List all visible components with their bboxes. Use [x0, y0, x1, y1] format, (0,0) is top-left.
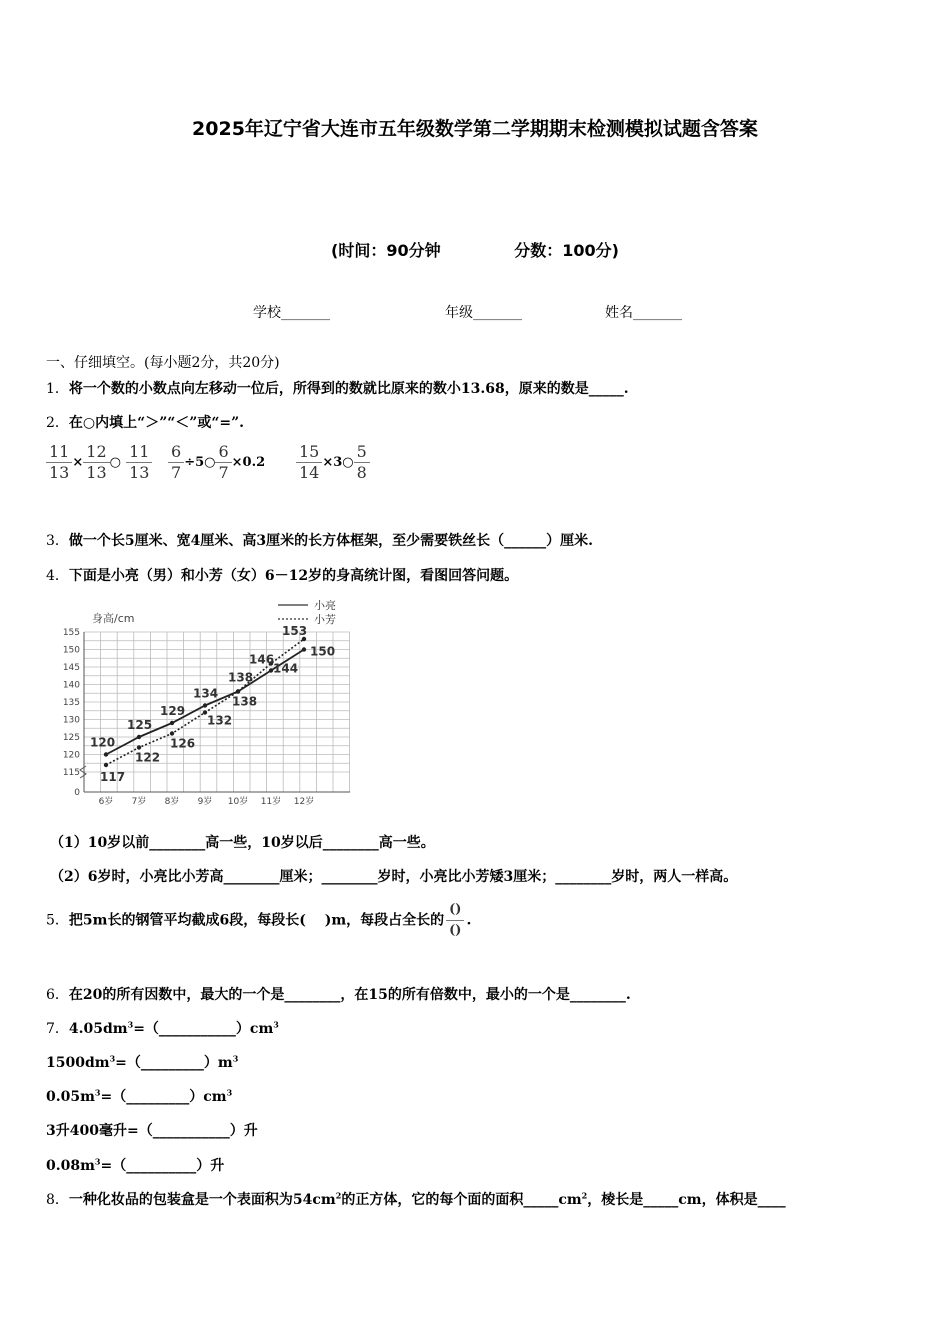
- data-label: 138: [228, 670, 254, 685]
- data-label: 117: [100, 770, 126, 784]
- height-line-chart: [52, 594, 362, 810]
- school-field[interactable]: 学校_______: [253, 305, 330, 321]
- name-field[interactable]: 姓名_______: [605, 305, 682, 321]
- y-tick-label: 115: [62, 768, 80, 778]
- data-label: 122: [135, 750, 161, 765]
- question-7-line-4: 3升400毫升=（___________）升: [46, 1123, 258, 1139]
- data-label: 134: [193, 686, 219, 701]
- data-point: [236, 689, 240, 693]
- y-tick-label: 125: [62, 733, 80, 743]
- x-tick-label: 7岁: [131, 797, 147, 807]
- question-4-sub-2: （2）6岁时，小亮比小芳高________厘米；________岁时，小亮比小芳矮3厘米；________岁时，两人一样高。: [50, 869, 738, 885]
- y-tick-label: 120: [62, 750, 80, 761]
- data-label: 146: [249, 652, 275, 667]
- question-7-line-5: $0.08m^3=(\_\_\_\_\_\_\_\_\_\_)$升: [46, 1156, 225, 1174]
- data-label: 150: [310, 644, 336, 659]
- y-tick-label: 155: [62, 628, 80, 638]
- data-label: 129: [160, 704, 186, 718]
- question-7-line-2: $1500dm^3=(\_\_\_\_\_\_\_\_\_)m^3$: [46, 1053, 239, 1071]
- question-7-line-1: 7．$4.05dm^3=(\_\_\_\_\_\_\_\_\_\_\_)cm^3$: [46, 1019, 279, 1037]
- y-tick-label: 145: [62, 663, 80, 673]
- data-point: [170, 721, 174, 725]
- legend-label-xiaoliang: 小亮: [314, 599, 336, 612]
- page-title: 2025年辽宁省大连市五年级数学第二学期期末检测模拟试题含答案: [192, 118, 758, 140]
- x-tick-label: 6岁: [98, 797, 114, 807]
- exam-score: 分数：100分): [514, 241, 619, 260]
- data-label: 120: [90, 735, 116, 750]
- question-8: 8．一种化妆品的包装盒是一个表面积为$54cm^2$的正方体，它的每个面的面积$\_\_\_\_\_cm^2$，棱长是_____cm，体积是____: [46, 1190, 786, 1208]
- exam-time: (时间：90分钟: [331, 241, 441, 260]
- question-2-expr-3: $\frac{15}{14}$ ×3○ $\frac{5}{8}$: [296, 442, 370, 483]
- data-point: [104, 752, 108, 756]
- data-label: 125: [127, 718, 153, 732]
- question-7-line-3: $0.05m^3=(\_\_\_\_\_\_\_\_\_)cm^3$: [46, 1087, 233, 1105]
- y-tick-label: 0: [74, 788, 80, 798]
- grade-field[interactable]: 年级_______: [445, 305, 522, 321]
- data-label: 153: [282, 624, 308, 638]
- data-point: [302, 647, 306, 651]
- y-tick-label: 140: [62, 680, 80, 691]
- question-2-expr-1: $\frac{11}{13}$ × $\frac{12}{13}$ ○ $\frac{11}{13}$: [46, 442, 152, 483]
- data-point: [203, 703, 207, 707]
- data-point: [137, 745, 141, 749]
- question-3: 3．做一个长5厘米、宽4厘米、高3厘米的长方体框架，至少需要铁丝长（______）厘米.: [46, 533, 594, 549]
- x-tick-label: 12岁: [293, 797, 315, 807]
- y-tick-label: 150: [62, 645, 80, 656]
- x-tick-label: 8岁: [164, 797, 180, 807]
- data-label: 144: [273, 661, 299, 676]
- data-label: 132: [207, 713, 233, 728]
- y-tick-label: 135: [62, 698, 80, 708]
- data-point: [137, 735, 141, 739]
- question-2: 2．在○内填上“＞”“＜”或“=”.: [46, 415, 245, 431]
- question-2-expr-2: $\frac{6}{7}$ ÷5○ $\frac{6}{7}$ ×0.2: [168, 442, 265, 483]
- legend-label-xiaofang: 小芳: [314, 613, 336, 626]
- exam-meta: [0, 238, 950, 261]
- x-tick-label: 11岁: [260, 797, 282, 807]
- x-tick-label: 10岁: [227, 797, 249, 807]
- question-1: 1．将一个数的小数点向左移动一位后，所得到的数就比原来的数小13.68，原来的数是_____.: [46, 381, 629, 397]
- x-tick-label: 9岁: [197, 797, 213, 807]
- question-4: 4．下面是小亮（男）和小芳（女）6－12岁的身高统计图，看图回答问题。: [46, 568, 519, 584]
- y-axis-label: 身高/cm: [92, 612, 135, 625]
- y-tick-label: 130: [62, 715, 80, 726]
- question-6: 6．在20的所有因数中，最大的一个是________，在15的所有倍数中，最小的一个是________.: [46, 987, 631, 1003]
- section-heading: 一、仔细填空。(每小题2分，共20分): [46, 355, 280, 371]
- data-label: 138: [232, 694, 258, 709]
- data-point: [170, 731, 174, 735]
- data-point: [104, 763, 108, 767]
- data-label: 126: [170, 736, 196, 751]
- question-4-sub-1: （1）10岁以前________高一些，10岁以后________高一些。: [50, 835, 435, 851]
- question-5: 5．把5m长的钢管平均截成6段，每段长( )m，每段占全长的 $\frac{()}{()}$ .: [46, 902, 472, 938]
